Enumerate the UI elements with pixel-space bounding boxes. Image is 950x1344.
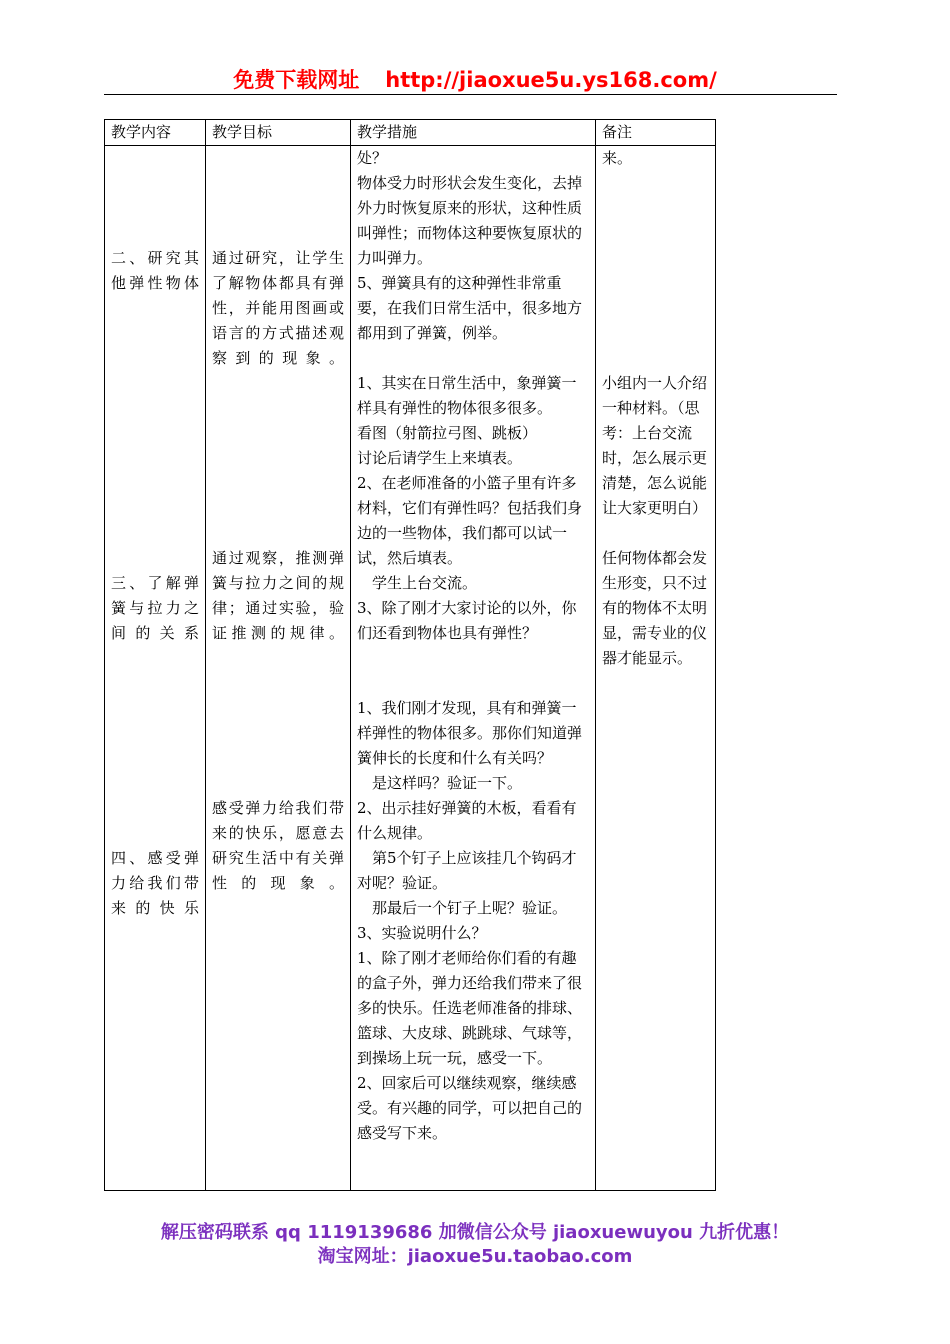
col-header-measures: 教学措施 — [351, 120, 596, 146]
content-item: 三、了解弹簧与拉力之间的关系 — [111, 574, 199, 642]
goal-cell — [206, 146, 351, 1191]
measure-line: 第5个钉子上应该挂几个钩码才对呢？验证。 — [357, 849, 577, 892]
measure-line: 看图（射箭拉弓图、跳板） — [357, 424, 538, 442]
measure-line: 是这样吗？验证一下。 — [372, 774, 523, 792]
measures-block-3 — [357, 696, 589, 1146]
content-item: 二、研究其他弹性物体 — [111, 249, 199, 292]
note-item: 来。 — [602, 149, 633, 167]
header-divider — [104, 94, 837, 95]
col-header-goal: 教学目标 — [206, 120, 351, 146]
footer-contact: 解压密码联系 qq 1119139686 加微信公众号 jiaoxuewuyou 九折优惠！ — [160, 1222, 790, 1243]
measure-line: 讨论后请学生上来填表。 — [357, 449, 523, 467]
col-header-content: 教学内容 — [105, 120, 206, 146]
table-body-row — [105, 146, 716, 1191]
measure-line: 1、除了刚才老师给你们看的有趣的盒子外，弹力还给我们带来了很多的快乐。任选老师准备的排球、篮球、大皮球、跳跳球、气球等，到操场上玩一玩，感受一下。 — [357, 949, 583, 1067]
content-item: 四、感受弹力给我们带来的快乐 — [111, 849, 199, 917]
content-cell — [105, 146, 206, 1191]
measure-line: 3、实验说明什么？ — [357, 924, 487, 942]
measure-line: 1、其实在日常生活中，象弹簧一样具有弹性的物体很多很多。 — [357, 374, 577, 417]
measure-line: 那最后一个钉子上呢？验证。 — [372, 899, 568, 917]
goal-item: 感受弹力给我们带来的快乐，愿意去研究生活中有关弹性的现象。 — [212, 799, 344, 892]
measure-line: 3、除了刚才大家讨论的以外，你们还看到物体也具有弹性？ — [357, 599, 577, 642]
page-header — [0, 64, 950, 94]
measure-line: 1、我们刚才发现，具有和弹簧一样弹性的物体很多。那你们知道弹簧伸长的长度和什么有关吗？ — [357, 699, 583, 767]
measure-line: 2、出示挂好弹簧的木板，看看有什么规律。 — [357, 799, 577, 842]
goal-item: 通过观察，推测弹簧与拉力之间的规律；通过实验，验证推测的规律。 — [212, 549, 344, 642]
header-label: 免费下载网址 — [233, 68, 360, 92]
measure-line: 处？ — [357, 149, 388, 167]
col-header-notes: 备注 — [596, 120, 716, 146]
notes-cell — [596, 146, 716, 1191]
measures-cell — [351, 146, 596, 1191]
measure-line: 2、回家后可以继续观察，继续感受。有兴趣的同学，可以把自己的感受写下来。 — [357, 1074, 583, 1142]
goal-item: 通过研究，让学生了解物体都具有弹性，并能用图画或语言的方式描述观察到的现象。 — [212, 249, 344, 367]
table-header-row — [105, 120, 716, 146]
measure-line: 5、弹簧具有的这种弹性非常重要，在我们日常生活中，很多地方都用到了弹簧，例举。 — [357, 274, 583, 342]
footer-shop-link[interactable]: 淘宝网址：jiaoxue5u.taobao.com — [317, 1246, 633, 1267]
measure-line: 物体受力时形状会发生变化，去掉外力时恢复原来的形状，这种性质叫弹性；而物体这种要恢复原状的力叫弹力。 — [357, 174, 583, 267]
measure-line: 学生上台交流。 — [372, 574, 478, 592]
header-url-link[interactable]: http://jiaoxue5u.ys168.com/ — [385, 68, 717, 92]
measures-block-2 — [357, 371, 589, 646]
measures-block-1 — [357, 146, 589, 346]
measure-line: 2、在老师准备的小篮子里有许多材料，它们有弹性吗？包括我们身边的一些物体，我们都可以试一试，然后填表。 — [357, 474, 583, 567]
lesson-plan-table — [104, 119, 716, 1191]
note-item: 任何物体都会发生形变，只不过有的物体不太明显，需专业的仪器才能显示。 — [602, 549, 708, 667]
note-item: 小组内一人介绍一种材料。（思考：上台交流时，怎么展示更清楚，怎么说能让大家更明白） — [602, 374, 708, 517]
